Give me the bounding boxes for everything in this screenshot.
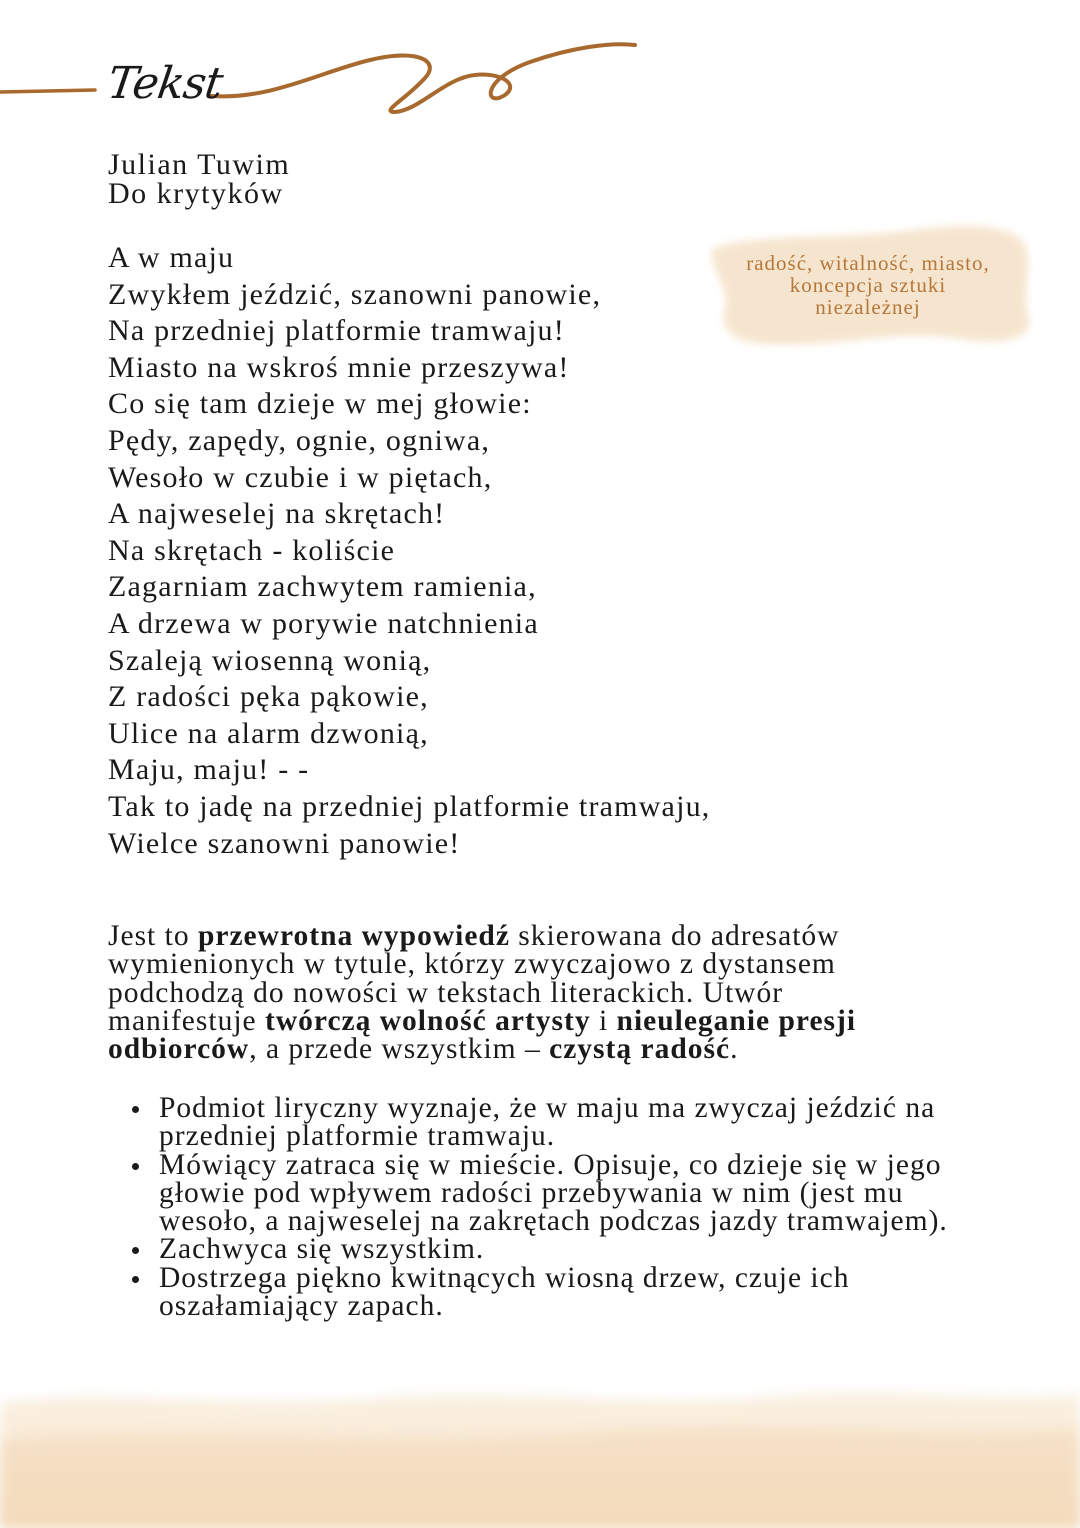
poem-line: Na skrętach - koliście — [108, 533, 396, 567]
poem-line: Tak to jadę na przedniej platformie tramwaju, — [108, 789, 711, 823]
list-item-text: Podmiot liryczny wyznaje, że w maju ma zwyczaj jeździć na przedniej platformie tramwaju. — [159, 1092, 936, 1153]
list-item-text: Dostrzega piękno kwitnących wiosną drzew, czuje ich oszałamiający zapach. — [159, 1261, 850, 1323]
analysis-text: . — [730, 1033, 739, 1066]
list-item — [128, 1261, 968, 1323]
side-note-line: koncepcja sztuki — [789, 273, 947, 297]
poem-line: Zwykłem jeździć, szanowni panowie, — [108, 277, 602, 311]
bullet-icon — [132, 1276, 139, 1283]
poem-line: A w maju — [108, 241, 235, 274]
side-note-line: niezależnej — [815, 295, 921, 319]
poem-line: A drzewa w porywie natchnienia — [108, 606, 539, 640]
poem-header — [108, 150, 290, 208]
list-item-text: Mówiący zatraca się w mieście. Opisuje, co dzieje się w jego głowie pod wpływem radości przebywania w nim (jest mu wesoło, a najweselej na zakrętach podczas jazdy tramwajem). — [159, 1148, 948, 1238]
poem-line: Ulice na alarm dzwonią, — [108, 716, 429, 750]
poem-line: Wielce szanowni panowie! — [108, 826, 461, 860]
poem-line: Z radości pęka pąkowie, — [108, 680, 429, 714]
bullet-icon — [132, 1247, 139, 1254]
section-heading: Tekst — [104, 58, 226, 109]
poem-title: Do krytyków — [108, 177, 284, 210]
analysis-text: i — [590, 1004, 617, 1037]
poem-line: A najweselej na skrętach! — [108, 497, 446, 531]
poem-line: Zagarniam zachwytem ramienia, — [108, 570, 537, 604]
analysis-paragraph — [108, 920, 908, 1066]
list-item — [128, 1094, 968, 1151]
poem-line: Szaleją wiosenną wonią, — [108, 643, 432, 677]
side-note — [708, 252, 1028, 318]
poem-author: Julian Tuwim — [108, 148, 291, 181]
bullet-list — [128, 1092, 968, 1323]
analysis-emphasis: nieuleganie presji odbiorców — [108, 1004, 857, 1066]
side-note-line: radość, witalność, miasto, — [746, 251, 990, 275]
poem-text — [108, 240, 711, 862]
list-item — [128, 1233, 968, 1266]
poem-line: Co się tam dzieje w mej głowie: — [108, 387, 532, 421]
list-item — [128, 1148, 968, 1238]
poem-line: Maju, maju! - - — [108, 753, 310, 787]
analysis-emphasis: twórczą wolność artysty — [265, 1004, 591, 1037]
analysis-text: skierowana do adresatów wymienionych w tytule, którzy zwyczajowo z dystansem podchodzą do nowości w tekstach literackich. Utwór manifestuje — [108, 920, 840, 1037]
analysis-text: Jest to — [108, 920, 198, 952]
poem-line: Pędy, zapędy, ognie, ogniwa, — [108, 423, 491, 457]
poem-line: Wesoło w czubie i w piętach, — [108, 460, 493, 494]
footer-wash-decoration — [0, 1380, 1080, 1528]
bullet-icon — [132, 1106, 139, 1113]
poem-line: Miasto na wskroś mnie przeszywa! — [108, 350, 570, 384]
poem-line: Na przedniej platformie tramwaju! — [108, 314, 565, 348]
header-swirl-decoration — [0, 0, 700, 140]
list-item-text: Zachwyca się wszystkim. — [159, 1233, 485, 1266]
analysis-text: , a przede wszystkim – — [249, 1033, 550, 1066]
bullet-icon — [132, 1163, 139, 1170]
analysis-emphasis: przewrotna wypowiedź — [197, 920, 510, 952]
analysis-emphasis: czystą radość — [549, 1033, 731, 1066]
